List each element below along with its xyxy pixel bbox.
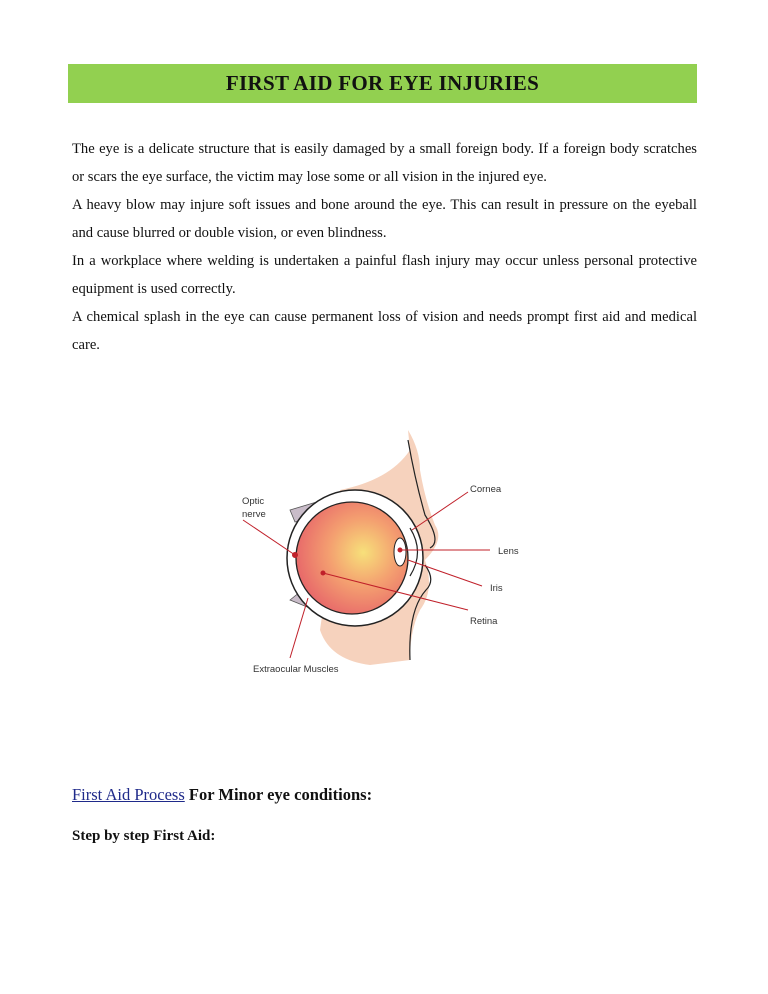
eye-anatomy-diagram <box>220 430 540 690</box>
label-extraocular-muscles: Extraocular Muscles <box>253 664 339 675</box>
section-heading <box>72 785 372 805</box>
label-cornea: Cornea <box>470 484 502 495</box>
label-optic: Optic <box>242 496 265 507</box>
eyeball-globe <box>296 502 408 614</box>
label-lens: Lens <box>498 546 519 557</box>
paragraph: A heavy blow may injure soft issues and bone around the eye. This can result in pressure on the eyeball and cause blurred or double vision, or even blindness. <box>72 197 697 241</box>
label-retina: Retina <box>470 616 498 627</box>
paragraph: A chemical splash in the eye can cause permanent loss of vision and needs prompt first aid and medical care. <box>72 309 697 353</box>
paragraph: In a workplace where welding is undertaken a painful flash injury may occur unless personal protective equipment is used correctly. <box>72 253 697 297</box>
intro-text <box>72 135 697 359</box>
label-nerve: nerve <box>242 509 266 520</box>
paragraph: The eye is a delicate structure that is easily damaged by a small foreign body. If a foreign body scratches or scars the eye surface, the victim may lose some or all vision in the injured eye. <box>72 141 697 185</box>
label-iris: Iris <box>490 583 503 594</box>
steps-heading: Step by step First Aid: <box>72 828 216 844</box>
section-heading-text: For Minor eye conditions: <box>188 785 373 804</box>
page-title: FIRST AID FOR EYE INJURIES <box>225 71 540 95</box>
first-aid-process-link[interactable]: First Aid Process <box>72 785 185 804</box>
title-banner <box>68 64 697 103</box>
